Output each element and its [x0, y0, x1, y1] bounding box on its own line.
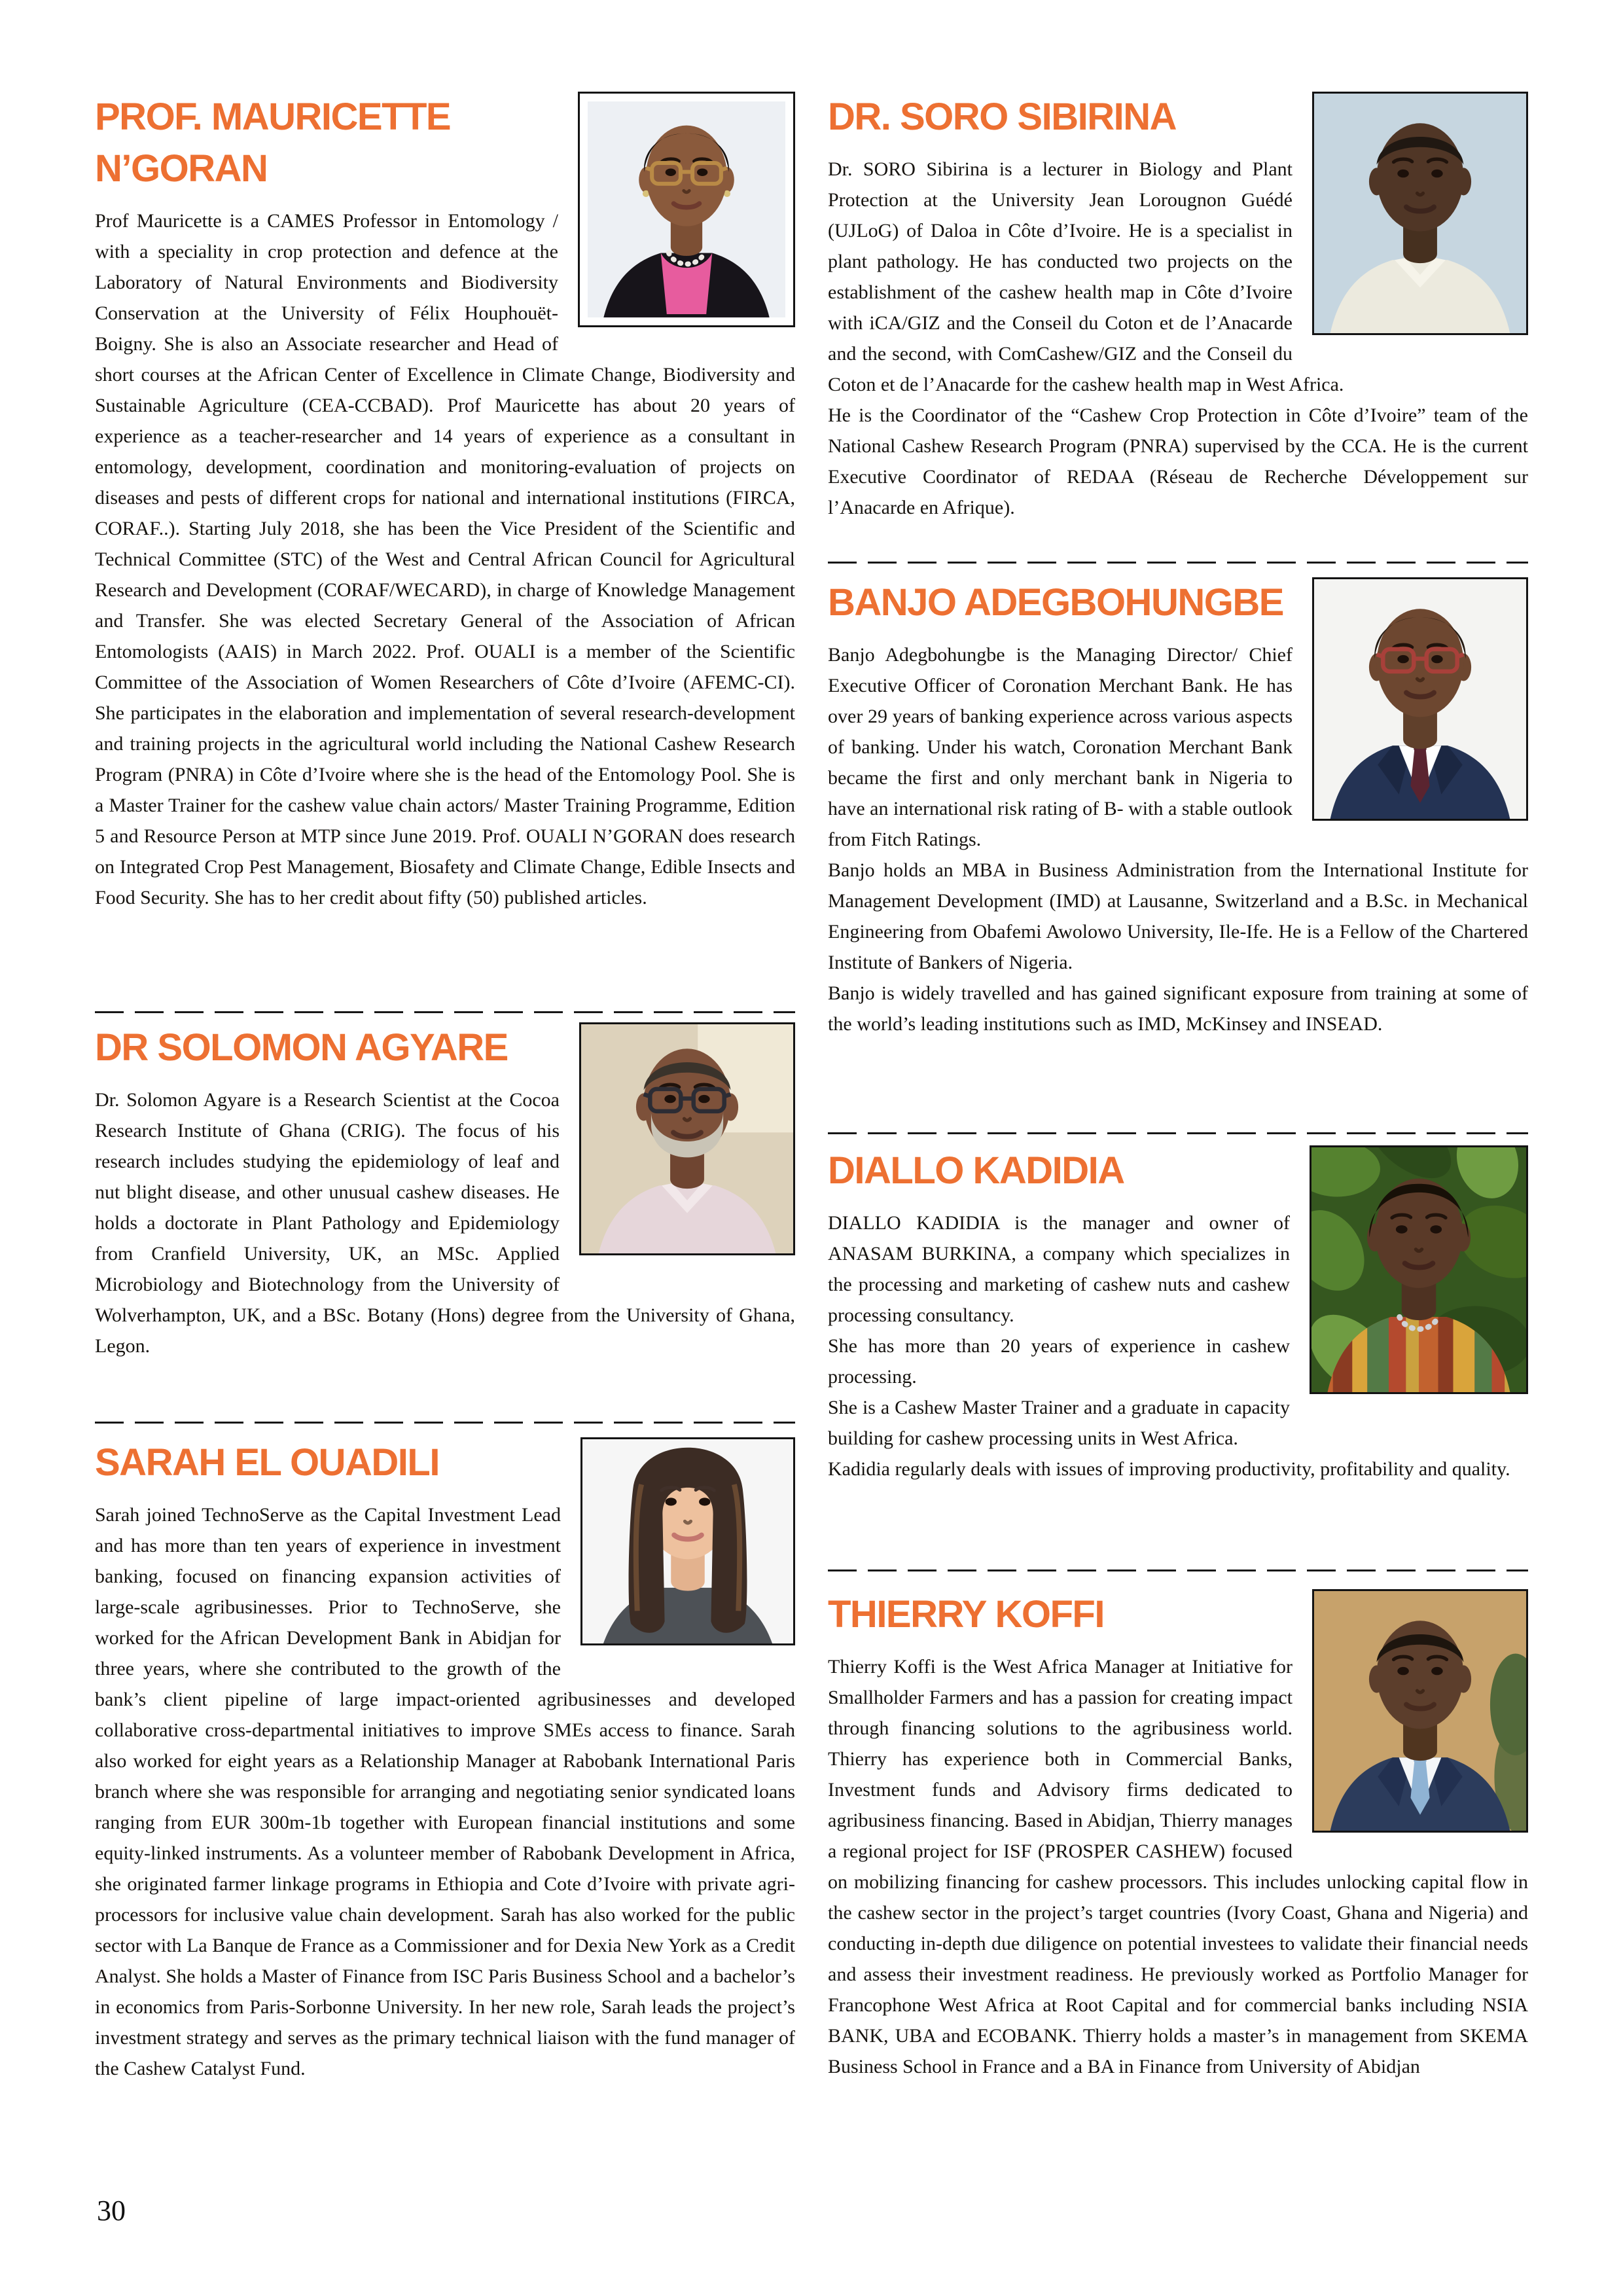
bio-paragraph: Banjo holds an MBA in Business Administration from the International Institute for Management Development (IMD) at Lausanne, Switzerland and a B.Sc. in Mechanical Engineering from Obafemi Awolowo University, Ile-Ife. He is a Fellow of the Chartered Institute of Bankers of Nigeria.	[828, 859, 1528, 973]
section-separator	[828, 562, 1528, 564]
bio-paragraph: Dr. SORO Sibirina is a lecturer in Biology and Plant Protection at the University Jean Lorougnon Guédé (UJLoG) of Daloa in Côte d’Ivoire. He is a specialist in plant pathology. He has conducted two projects on the establishment of the cashew health map in Côte d’Ivoire with iCA/GIZ and the Conseil du Coton et de l’Anacarde and the second, with ComCashew/GIZ and the Conseil du Coton et de l’Anacarde for the cashew health map in West Africa.	[828, 158, 1344, 395]
bio-paragraph	[95, 1361, 795, 1392]
bio-paragraph: Thierry Koffi is the West Africa Manager at Initiative for Smallholder Farmers and has a passion for creating impact through financing solutions to the agribusiness world. Thierry has experience both in Commercial Banks, Investment funds and Advisory firms dedicated to agribusiness financing. Based in Abidjan, Thierry manages a regional project for ISF (PROSPER CASHEW) focused on mobilizing financing for cashew processors. This includes unlocking capital flow in the cashew sector in the project’s target countries (Ivory Coast, Ghana and Nigeria) and conducting in-depth due diligence on potential investees to validate their financial needs and assess their investment readiness. He previously worked as Portfolio Manager for Francophone West Africa at Root Capital and for commercial banks including NSIA BANK, UBA and ECOBANK. Thierry holds a master’s in management from SKEMA Business School in France and a BA in Finance from University of Abidjan	[828, 1655, 1528, 2077]
section-separator	[828, 1132, 1528, 1134]
bio-paragraph: She is a Cashew Master Trainer and a graduate in capacity building for cashew processing units in West Africa.	[828, 1396, 1290, 1449]
portrait-photo-banjo	[1312, 577, 1528, 821]
profile-mauricette	[95, 92, 795, 913]
portrait-photo-diallo	[1310, 1145, 1528, 1394]
section-separator	[95, 1422, 795, 1424]
portrait-photo-mauricette	[578, 92, 795, 327]
profile-thierry	[828, 1589, 1528, 2082]
profile-title-sarah: SARAH EL OUADILI	[95, 1441, 439, 1484]
profile-sarah	[95, 1437, 795, 2084]
column-right	[828, 0, 1528, 2296]
bio-paragraph: DIALLO KADIDIA is the manager and owner of ANASAM BURKINA, a company which specializes in the processing and marketing of cashew nuts and cashew processing consultancy.	[828, 1211, 1290, 1326]
bio-paragraph: Banjo is widely travelled and has gained significant exposure from training at some of the world’s leading institutions such as IMD, McKinsey and INSEAD.	[828, 982, 1528, 1035]
portrait-photo-solomon	[579, 1022, 795, 1255]
bio-paragraph: Prof Mauricette is a CAMES Professor in Entomology / with a speciality in crop protection and defence at the Laboratory of Natural Environments and Biodiversity Conservation at the University of Félix Houphouët-Boigny. She is also an Associate researcher and Head of short courses at the African Center of Excellence in Climate Change, Biodiversity and Sustainable Agriculture (CEA-CCBAD). Prof Mauricette has about 20 years of experience as a teacher-researcher and 14 years of experience as a consultant in entomology, development, coordination and monitoring-evaluation of projects on diseases and pests of different crops for national and international institutions (FIRCA, CORAF..). Starting July 2018, she has been the Vice President of the Scientific and Technical Committee (STC) of the West and Central African Council for Agricultural Research and Development (CORAF/WECARD), in charge of Knowledge Management and Transfer. She was elected Secretary General of the Association of African Entomologists (AAIS) in March 2022. Prof. OUALI is a member of the Scientific Committee of the Association of Women Researchers of Côte d’Ivoire (AFEMC-CI). She participates in the elaboration and implementation of several research-development and training projects in the agricultural world including the National Cashew Research Program (PNRA) in Côte d’Ivoire where she is the head of the Entomology Pool. She is a Master Trainer for the cashew value chain actors/ Master Training Programme, Edition 5 and Resource Person at MTP since June 2019. Prof. OUALI N’GORAN does research on Integrated Crop Pest Management, Biosafety and Climate Change, Edible Insects and Food Security. She has to her credit about fifty (50) published articles.	[95, 209, 795, 908]
portrait-photo-soro	[1312, 92, 1528, 335]
bio-paragraph: Kadidia regularly deals with issues of improving productivity, profitability and quality.	[828, 1458, 1510, 1480]
profile-diallo	[828, 1145, 1528, 1484]
profile-title-banjo: BANJO ADEGBOHUNGBE	[828, 581, 1283, 624]
profile-title-solomon: DR SOLOMON AGYARE	[95, 1026, 508, 1069]
profile-title-diallo: DIALLO KADIDIA	[828, 1149, 1124, 1192]
bio-paragraph: He is the Coordinator of the “Cashew Crop Protection in Côte d’Ivoire” team of the National Cashew Research Program (PNRA) supervised by the CCA. He is the current Executive Coordinator of REDAA (Réseau de Recherche Développement sur l’Anacarde en Afrique).	[828, 404, 1528, 518]
profile-title-mauricette: PROF. MAURICETTE N’GORAN	[95, 96, 451, 190]
profile-soro	[828, 92, 1528, 523]
profile-solomon	[95, 1022, 795, 1392]
bio-paragraph: She has more than 20 years of experience in cashew processing.	[828, 1335, 1290, 1388]
profile-title-soro: DR. SORO SIBIRINA	[828, 96, 1176, 138]
profile-title-thierry: THIERRY KOFFI	[828, 1593, 1104, 1636]
page-number: 30	[97, 2195, 126, 2227]
portrait-photo-sarah	[580, 1437, 795, 1645]
section-separator	[828, 1570, 1528, 1571]
column-left	[95, 0, 795, 2296]
portrait-photo-thierry	[1312, 1589, 1528, 1833]
profile-banjo	[828, 577, 1528, 1039]
section-separator	[95, 1011, 795, 1013]
bio-paragraph: Banjo Adegbohungbe is the Managing Director/ Chief Executive Officer of Coronation Merchant Bank. He has over 29 years of banking experience across various aspects of banking. Under his watch, Coronation Merchant Bank became the first and only merchant bank in Nigeria to have an international risk rating of B- with a stable outlook from Fitch Ratings.	[828, 643, 1293, 850]
bio-paragraph: Dr. Solomon Agyare is a Research Scientist at the Cocoa Research Institute of Ghana (CRIG). The focus of his research includes studying the epidemiology of leaf and nut blight disease, and other unusual cashew diseases. He holds a doctorate in Plant Pathology and Epidemiology from Cranfield University, UK, an MSc. Applied Microbiology and Biotechnology from the University of Wolverhampton, UK, and a BSc. Botany (Hons) degree from the University of Ghana, Legon.	[95, 1088, 795, 1357]
bio-paragraph: Sarah joined TechnoServe as the Capital Investment Lead and has more than ten years of experience in investment banking, focused on financing expansion activities of large-scale agribusinesses. Prior to TechnoServe, she worked for the African Development Bank in Abidjan for three years, where she contributed to the growth of the bank’s client pipeline of large impact-oriented agribusinesses and developed collaborative cross-departmental initiatives to improve SMEs access to finance. Sarah also worked for eight years as a Relationship Manager at Rabobank International Paris branch where she was responsible for arranging and negotiating senior syndicated loans ranging from EUR 300m-1b together with European financial institutions and some equity-linked instruments. As a volunteer member of Rabobank Development in Africa, she originated farmer linkage programs in Ethiopia and Cote d’Ivoire with private agri-processors for inclusive value chain development. Sarah has also worked for the public sector with La Banque de France as a Commissioner and for Dexia New York as a Credit Analyst. She holds a Master of Finance from ISC Paris Business School and a bachelor’s in economics from Paris-Sorbonne University. In her new role, Sarah leads the project’s investment strategy and serves as the primary technical liaison with the fund manager of the Cashew Catalyst Fund.	[95, 1503, 795, 2079]
